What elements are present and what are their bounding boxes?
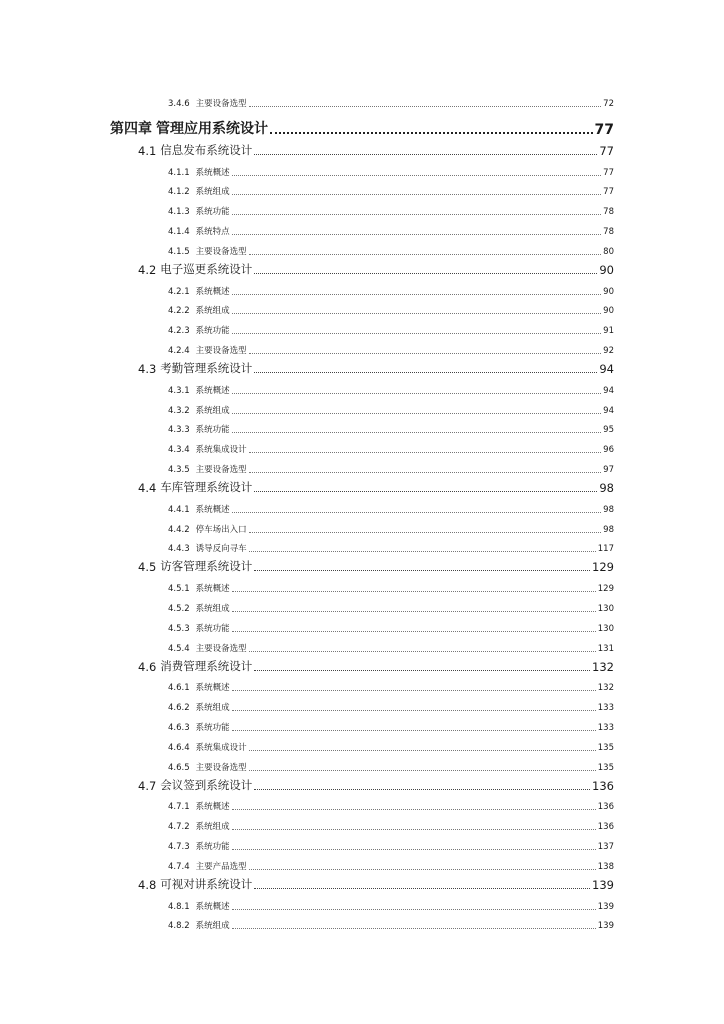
toc-subsection-entry[interactable] [0, 892, 724, 912]
toc-subsection-entry[interactable] [0, 297, 724, 317]
toc-entry-title: 系统功能 [195, 207, 230, 218]
toc-entry-page-number: 130 [597, 623, 614, 634]
toc-entry-title: 可视对讲系统设计 [160, 876, 253, 891]
toc-entry-page-number: 133 [597, 722, 614, 733]
toc-entry-page-number: 78 [603, 226, 614, 237]
toc-chapter-entry[interactable] [0, 109, 724, 138]
toc-entry-page-number: 94 [603, 405, 614, 416]
toc-subsection-entry[interactable] [0, 396, 724, 416]
toc-entry-number: 4.1.5 [168, 246, 190, 257]
toc-subsection-entry[interactable] [0, 178, 724, 198]
toc-entry-page-number: 139 [597, 901, 614, 912]
toc-dot-leader [232, 214, 602, 215]
toc-entry-page-number: 132 [592, 659, 614, 674]
toc-entry-page-number: 135 [597, 762, 614, 773]
toc-entry-number: 4.6 [138, 659, 157, 674]
toc-entry-number: 4.4.1 [168, 504, 190, 515]
toc-entry-page-number: 91 [603, 326, 614, 337]
toc-entry-page-number: 139 [597, 921, 614, 932]
toc-entry-number: 4.2.3 [168, 326, 190, 337]
toc-dot-leader [232, 333, 602, 334]
toc-subsection-entry[interactable] [0, 753, 724, 773]
toc-entry-title: 车库管理系统设计 [160, 479, 253, 494]
toc-entry-page-number: 94 [599, 361, 614, 376]
toc-entry-page-number: 78 [603, 207, 614, 218]
toc-entry-page-number: 136 [597, 802, 614, 813]
toc-entry-title: 主要设备选型 [195, 643, 247, 654]
toc-entry-number: 3.4.6 [168, 98, 190, 109]
toc-entry-number: 4.1.4 [168, 226, 190, 237]
toc-entry-page-number: 136 [592, 778, 614, 793]
toc-subsection-entry[interactable] [0, 574, 724, 594]
toc-dot-leader [249, 651, 596, 652]
toc-entry-title: 主要设备选型 [195, 464, 247, 475]
toc-entry-number: 4.5.2 [168, 603, 190, 614]
toc-entry-number: 4.7.3 [168, 841, 190, 852]
toc-entry-title: 系统组成 [195, 603, 230, 614]
toc-entry-title: 停车场出入口 [195, 524, 247, 535]
toc-entry-page-number: 77 [599, 143, 614, 158]
toc-subsection-entry[interactable] [0, 89, 724, 109]
toc-entry-number: 4.5 [138, 560, 157, 575]
toc-section-entry[interactable] [0, 356, 724, 376]
toc-entry-page-number: 98 [599, 480, 614, 495]
toc-dot-leader [249, 353, 602, 354]
toc-entry-title: 系统概述 [195, 584, 230, 595]
toc-entry-title: 考勤管理系统设计 [160, 360, 253, 375]
toc-entry-title: 系统概述 [195, 802, 230, 813]
toc-entry-title: 电子巡更系统设计 [160, 261, 253, 276]
toc-dot-leader [249, 750, 596, 751]
toc-entry-number: 4.3.5 [168, 464, 190, 475]
toc-entry-page-number: 77 [603, 167, 614, 178]
toc-subsection-entry[interactable] [0, 237, 724, 257]
toc-entry-page-number: 98 [603, 504, 614, 515]
toc-entry-title: 系统概述 [195, 901, 230, 912]
toc-entry-number: 4.1.3 [168, 207, 190, 218]
toc-entry-number: 4.4.3 [168, 544, 190, 555]
toc-entry-page-number: 98 [603, 524, 614, 535]
toc-subsection-entry[interactable] [0, 713, 724, 733]
toc-entry-number: 4.6.5 [168, 762, 190, 773]
toc-entry-title: 系统集成设计 [195, 445, 247, 456]
toc-subsection-entry[interactable] [0, 832, 724, 852]
toc-entry-page-number: 139 [592, 877, 614, 892]
toc-subsection-entry[interactable] [0, 594, 724, 614]
toc-dot-leader [232, 611, 596, 612]
toc-entry-number: 4.8 [138, 877, 157, 892]
toc-subsection-entry[interactable] [0, 197, 724, 217]
toc-entry-title: 主要产品选型 [195, 861, 247, 872]
toc-entry-title: 系统概述 [195, 167, 230, 178]
toc-subsection-entry[interactable] [0, 674, 724, 694]
toc-dot-leader [232, 512, 602, 513]
toc-subsection-entry[interactable] [0, 277, 724, 297]
toc-entry-number: 4.4.2 [168, 524, 190, 535]
toc-subsection-entry[interactable] [0, 733, 724, 753]
toc-entry-page-number: 117 [597, 544, 614, 555]
toc-entry-number: 4.6.4 [168, 742, 190, 753]
toc-entry-page-number: 72 [603, 98, 614, 109]
toc-dot-leader [254, 154, 597, 155]
toc-entry-page-number: 137 [597, 841, 614, 852]
toc-subsection-entry[interactable] [0, 158, 724, 178]
toc-entry-title: 系统功能 [195, 722, 230, 733]
toc-subsection-entry[interactable] [0, 634, 724, 654]
toc-dot-leader [249, 869, 596, 870]
toc-entry-title: 系统概述 [195, 286, 230, 297]
toc-dot-leader [232, 393, 602, 394]
toc-subsection-entry[interactable] [0, 912, 724, 932]
toc-dot-leader [232, 234, 602, 235]
toc-dot-leader [232, 909, 596, 910]
toc-entry-page-number: 77 [603, 187, 614, 198]
toc-dot-leader [254, 491, 597, 492]
toc-entry-number: 4.3.4 [168, 445, 190, 456]
toc-dot-leader [254, 273, 597, 274]
toc-subsection-entry[interactable] [0, 693, 724, 713]
toc-entry-title: 系统功能 [195, 425, 230, 436]
toc-dot-leader [254, 570, 590, 571]
toc-dot-leader [232, 591, 596, 592]
toc-entry-title: 诱导反向寻车 [195, 544, 247, 555]
toc-dot-leader [254, 372, 597, 373]
toc-dot-leader [232, 313, 602, 314]
toc-entry-number: 第四章 [110, 120, 152, 137]
toc-dot-leader [232, 413, 602, 414]
toc-subsection-entry[interactable] [0, 515, 724, 535]
toc-subsection-entry[interactable] [0, 495, 724, 515]
toc-entry-page-number: 133 [597, 703, 614, 714]
toc-dot-leader [249, 532, 602, 533]
toc-entry-number: 4.5.3 [168, 623, 190, 634]
toc-entry-title: 系统集成设计 [195, 742, 247, 753]
toc-dot-leader [232, 829, 596, 830]
toc-entry-title: 系统概述 [195, 683, 230, 694]
toc-dot-leader [232, 690, 596, 691]
toc-dot-leader [232, 928, 596, 929]
toc-dot-leader [232, 730, 596, 731]
toc-dot-leader [232, 710, 596, 711]
toc-entry-number: 4.2.4 [168, 345, 190, 356]
toc-entry-number: 4.7 [138, 778, 157, 793]
toc-dot-leader [232, 175, 602, 176]
toc-subsection-entry[interactable] [0, 614, 724, 634]
toc-entry-number: 4.6.1 [168, 683, 190, 694]
toc-subsection-entry[interactable] [0, 793, 724, 813]
toc-dot-leader [249, 770, 596, 771]
toc-entry-page-number: 77 [594, 121, 614, 138]
table-of-contents [0, 89, 724, 931]
toc-entry-number: 4.7.1 [168, 802, 190, 813]
toc-section-entry[interactable] [0, 654, 724, 674]
toc-entry-title: 管理应用系统设计 [156, 120, 268, 137]
toc-entry-number: 4.3 [138, 361, 157, 376]
toc-entry-page-number: 95 [603, 425, 614, 436]
toc-entry-title: 系统功能 [195, 623, 230, 634]
toc-dot-leader [249, 106, 602, 107]
toc-entry-title: 消费管理系统设计 [160, 658, 253, 673]
toc-subsection-entry[interactable] [0, 535, 724, 555]
toc-entry-page-number: 90 [603, 286, 614, 297]
toc-entry-title: 系统组成 [195, 306, 230, 317]
toc-entry-page-number: 80 [603, 246, 614, 257]
toc-entry-number: 4.1 [138, 143, 157, 158]
toc-dot-leader [232, 194, 602, 195]
toc-entry-number: 4.8.2 [168, 921, 190, 932]
toc-dot-leader [232, 631, 596, 632]
toc-section-entry[interactable] [0, 138, 724, 158]
toc-dot-leader [249, 551, 596, 552]
toc-dot-leader [249, 472, 602, 473]
toc-section-entry[interactable] [0, 554, 724, 574]
toc-entry-number: 4.3.1 [168, 385, 190, 396]
toc-section-entry[interactable] [0, 872, 724, 892]
toc-entry-page-number: 136 [597, 822, 614, 833]
toc-entry-page-number: 97 [603, 464, 614, 475]
toc-entry-title: 系统功能 [195, 841, 230, 852]
toc-entry-page-number: 90 [599, 262, 614, 277]
toc-subsection-entry[interactable] [0, 316, 724, 336]
toc-entry-title: 系统组成 [195, 703, 230, 714]
toc-entry-title: 主要设备选型 [195, 762, 247, 773]
toc-entry-title: 系统功能 [195, 326, 230, 337]
toc-dot-leader [270, 132, 593, 134]
toc-entry-number: 4.3.2 [168, 405, 190, 416]
toc-entry-page-number: 131 [597, 643, 614, 654]
toc-entry-page-number: 129 [597, 584, 614, 595]
toc-entry-page-number: 135 [597, 742, 614, 753]
toc-dot-leader [254, 789, 590, 790]
toc-entry-number: 4.6.2 [168, 703, 190, 714]
toc-dot-leader [232, 849, 596, 850]
toc-subsection-entry[interactable] [0, 217, 724, 237]
toc-section-entry[interactable] [0, 475, 724, 495]
toc-dot-leader [254, 670, 590, 671]
toc-dot-leader [254, 888, 590, 889]
toc-entry-number: 4.6.3 [168, 722, 190, 733]
toc-entry-page-number: 94 [603, 385, 614, 396]
toc-entry-title: 系统概述 [195, 504, 230, 515]
toc-entry-page-number: 92 [603, 345, 614, 356]
toc-entry-title: 系统特点 [195, 226, 230, 237]
toc-entry-title: 主要设备选型 [195, 345, 247, 356]
toc-subsection-entry[interactable] [0, 455, 724, 475]
toc-subsection-entry[interactable] [0, 336, 724, 356]
toc-entry-page-number: 129 [592, 560, 614, 575]
toc-subsection-entry[interactable] [0, 376, 724, 396]
toc-entry-number: 4.7.4 [168, 861, 190, 872]
toc-entry-number: 4.5.4 [168, 643, 190, 654]
toc-dot-leader [232, 809, 596, 810]
toc-entry-title: 访客管理系统设计 [160, 559, 253, 574]
toc-entry-title: 系统概述 [195, 385, 230, 396]
toc-entry-title: 系统组成 [195, 405, 230, 416]
toc-entry-page-number: 130 [597, 603, 614, 614]
toc-entry-number: 4.1.1 [168, 167, 190, 178]
toc-entry-title: 系统组成 [195, 822, 230, 833]
toc-entry-page-number: 132 [597, 683, 614, 694]
toc-subsection-entry[interactable] [0, 435, 724, 455]
toc-dot-leader [232, 432, 602, 433]
toc-entry-title: 信息发布系统设计 [160, 142, 253, 157]
toc-entry-number: 4.2.1 [168, 286, 190, 297]
toc-subsection-entry[interactable] [0, 812, 724, 832]
toc-entry-number: 4.8.1 [168, 901, 190, 912]
toc-entry-title: 系统组成 [195, 187, 230, 198]
toc-entry-title: 主要设备选型 [195, 246, 247, 257]
toc-entry-page-number: 90 [603, 306, 614, 317]
toc-entry-number: 4.4 [138, 480, 157, 495]
toc-dot-leader [249, 452, 602, 453]
toc-entry-page-number: 138 [597, 861, 614, 872]
toc-entry-number: 4.2 [138, 262, 157, 277]
toc-entry-title: 系统组成 [195, 921, 230, 932]
toc-entry-number: 4.1.2 [168, 187, 190, 198]
toc-dot-leader [249, 254, 602, 255]
toc-entry-title: 主要设备选型 [195, 98, 247, 109]
toc-section-entry[interactable] [0, 773, 724, 793]
toc-subsection-entry[interactable] [0, 852, 724, 872]
toc-entry-number: 4.7.2 [168, 822, 190, 833]
toc-entry-page-number: 96 [603, 445, 614, 456]
toc-subsection-entry[interactable] [0, 416, 724, 436]
toc-entry-number: 4.5.1 [168, 584, 190, 595]
toc-entry-title: 会议签到系统设计 [160, 777, 253, 792]
toc-entry-number: 4.2.2 [168, 306, 190, 317]
toc-section-entry[interactable] [0, 257, 724, 277]
toc-dot-leader [232, 294, 602, 295]
toc-entry-number: 4.3.3 [168, 425, 190, 436]
